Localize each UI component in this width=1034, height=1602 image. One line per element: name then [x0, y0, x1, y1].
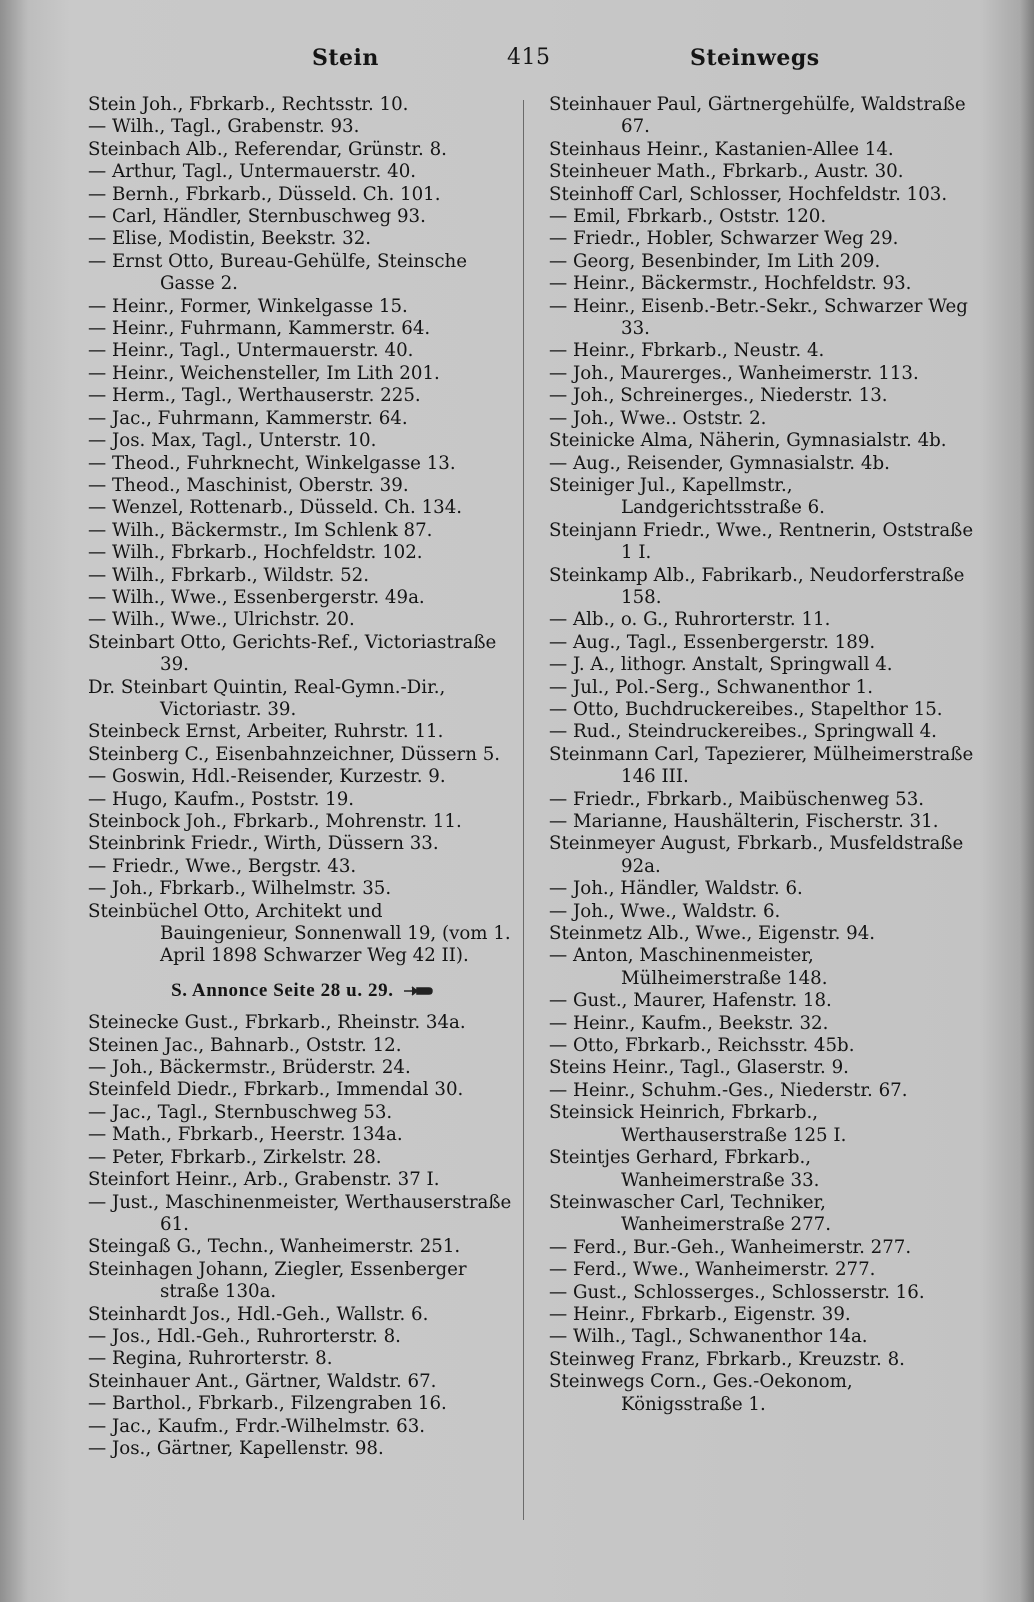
directory-entry: Steingaß G., Techn., Wanheimerstr. 251. — [88, 1236, 461, 1258]
directory-entry: — Alb., o. G., Ruhrorterstr. 11. — [549, 609, 831, 631]
header-left-keyword: Stein — [312, 45, 379, 71]
directory-entry: — Carl, Händler, Sternbuschweg 93. — [88, 206, 426, 228]
directory-entry: Steinbüchel Otto, Architekt und Bauingenieur, Sonnenwall 19, (vom 1. April 1898 Schwarzer Weg 42 II). — [88, 900, 511, 967]
directory-entry: — Joh., Wwe., Waldstr. 6. — [549, 900, 781, 922]
directory-entry: Steinhardt Jos., Hdl.-Geh., Wallstr. 6. — [88, 1303, 429, 1325]
directory-entry: Steinheuer Math., Fbrkarb., Austr. 30. — [549, 161, 904, 183]
right-column — [549, 94, 977, 1416]
directory-entry: Steinfeld Diedr., Fbrkarb., Immendal 30. — [88, 1079, 464, 1101]
directory-entry: — Wilh., Wwe., Essenbergerstr. 49a. — [88, 586, 425, 608]
advertisement-notice — [88, 968, 516, 1012]
directory-entry: — Heinr., Former, Winkelgasse 15. — [88, 295, 408, 317]
directory-entry: — Bernh., Fbrkarb., Düsseld. Ch. 101. — [88, 183, 441, 205]
directory-entry: — Joh., Händler, Waldstr. 6. — [549, 878, 803, 900]
directory-entry: — Hugo, Kaufm., Poststr. 19. — [88, 788, 355, 810]
directory-entry: — Wilh., Bäckermstr., Im Schlenk 87. — [88, 519, 433, 541]
directory-entry: Steinmann Carl, Tapezierer, Mülheimerstraße 146 III. — [549, 743, 974, 788]
directory-entry: Stein Joh., Fbrkarb., Rechtsstr. 10. — [88, 94, 409, 115]
directory-entry: Dr. Steinbart Quintin, Real-Gymn.-Dir., Victoriastr. 39. — [88, 676, 446, 720]
directory-entry: Steinbock Joh., Fbrkarb., Mohrenstr. 11. — [88, 811, 462, 832]
directory-entry: Steinen Jac., Bahnarb., Oststr. 12. — [88, 1034, 402, 1056]
directory-entry: Steinhauer Ant., Gärtner, Waldstr. 67. — [88, 1370, 437, 1392]
page-number: 415 — [507, 45, 551, 70]
directory-entry: — Ferd., Wwe., Wanheimerstr. 277. — [549, 1259, 876, 1281]
directory-entry: — Heinr., Schuhm.-Ges., Niederstr. 67. — [549, 1079, 908, 1101]
directory-entry: — Barthol., Fbrkarb., Filzengraben 16. — [88, 1393, 447, 1415]
directory-entry: — Aug., Reisender, Gymnasialstr. 4b. — [549, 452, 890, 474]
directory-entry: — Joh., Fbrkarb., Wilhelmstr. 35. — [88, 878, 392, 900]
directory-entry: — Goswin, Hdl.-Reisender, Kurzestr. 9. — [88, 766, 446, 788]
directory-entry: — Heinr., Kaufm., Beekstr. 32. — [549, 1012, 829, 1034]
directory-entry: Steinmeyer August, Fbrkarb., Musfeldstraße 92a. — [549, 833, 964, 877]
directory-entry: Steiniger Jul., Kapellmstr., Landgerichtsstraße 6. — [549, 474, 825, 519]
left-entry-list — [88, 94, 516, 968]
column-divider — [523, 100, 524, 1520]
directory-entry: — Jac., Kaufm., Frdr.-Wilhelmstr. 63. — [88, 1415, 426, 1437]
directory-entry: — Rud., Steindruckereibes., Springwall 4. — [549, 721, 937, 743]
directory-entry: Steinicke Alma, Näherin, Gymnasialstr. 4b. — [549, 430, 947, 452]
directory-entry: — Jul., Pol.-Serg., Schwanenthor 1. — [549, 676, 873, 698]
directory-entry: — Peter, Fbrkarb., Zirkelstr. 28. — [88, 1146, 382, 1168]
directory-entry: — Wilh., Tagl., Grabenstr. 93. — [88, 116, 360, 138]
directory-entry: — Wilh., Tagl., Schwanenthor 14a. — [549, 1326, 868, 1348]
directory-entry: Steinhauer Paul, Gärtnergehülfe, Waldstraße 67. — [549, 94, 966, 138]
directory-entry: — Otto, Buchdruckereibes., Stapelthor 15. — [549, 698, 943, 720]
directory-entry: — Gust., Schlosserges., Schlosserstr. 16. — [549, 1281, 925, 1303]
directory-entry: — Joh., Schreinerges., Niederstr. 13. — [549, 385, 888, 407]
left-entry-list-continued — [88, 1012, 516, 1460]
directory-entry: — Ferd., Bur.-Geh., Wanheimerstr. 277. — [549, 1236, 912, 1258]
directory-entry: — Friedr., Hobler, Schwarzer Weg 29. — [549, 228, 899, 250]
directory-entry: — Wenzel, Rottenarb., Düsseld. Ch. 134. — [88, 497, 463, 519]
directory-entry: — Jos., Gärtner, Kapellenstr. 98. — [88, 1437, 384, 1459]
directory-entry: Steintjes Gerhard, Fbrkarb., Wanheimerstraße 33. — [549, 1147, 820, 1191]
directory-entry: — Arthur, Tagl., Untermauerstr. 40. — [88, 161, 417, 183]
directory-entry: Steinweg Franz, Fbrkarb., Kreuzstr. 8. — [549, 1348, 905, 1370]
directory-entry: — Georg, Besenbinder, Im Lith 209. — [549, 250, 881, 272]
directory-entry: Steinhoff Carl, Schlosser, Hochfeldstr. 103. — [549, 183, 948, 205]
directory-entry: — Heinr., Fuhrmann, Kammerstr. 64. — [88, 318, 431, 340]
directory-entry: — Jos., Hdl.-Geh., Ruhrorterstr. 8. — [88, 1325, 401, 1347]
directory-entry: — Emil, Fbrkarb., Oststr. 120. — [549, 206, 827, 228]
directory-entry: — Heinr., Tagl., Untermauerstr. 40. — [88, 340, 414, 362]
directory-entry: Steinwegs Corn., Ges.-Oekonom, Königsstraße 1. — [549, 1371, 853, 1415]
directory-entry: — Wilh., Wwe., Ulrichstr. 20. — [88, 609, 355, 631]
directory-entry: — Jos. Max, Tagl., Unterstr. 10. — [88, 430, 377, 452]
directory-entry: Steinjann Friedr., Wwe., Rentnerin, Oststraße 1 I. — [549, 519, 974, 564]
directory-entry: — Heinr., Fbrkarb., Eigenstr. 39. — [549, 1303, 851, 1325]
directory-entry: — Math., Fbrkarb., Heerstr. 134a. — [88, 1124, 403, 1146]
directory-entry: — Regina, Ruhrorterstr. 8. — [88, 1348, 333, 1370]
directory-entry: Steinfort Heinr., Arb., Grabenstr. 37 I. — [88, 1169, 440, 1191]
header-right-keyword: Steinwegs — [690, 45, 820, 71]
directory-entry: Steinsick Heinrich, Fbrkarb., Werthauserstraße 125 I. — [549, 1102, 847, 1146]
directory-entry: Steinbart Otto, Gerichts-Ref., Victoriastraße 39. — [88, 631, 497, 676]
directory-entry: — Jac., Fuhrmann, Kammerstr. 64. — [88, 407, 408, 429]
directory-entry: — Theod., Maschinist, Oberstr. 39. — [88, 474, 409, 496]
left-column — [88, 94, 516, 1460]
directory-entry: — Heinr., Weichensteller, Im Lith 201. — [88, 362, 440, 384]
directory-entry: — Heinr., Bäckermstr., Hochfeldstr. 93. — [549, 273, 912, 295]
directory-entry: — Aug., Tagl., Essenbergerstr. 189. — [549, 631, 876, 653]
directory-entry: — Just., Maschinenmeister, Werthauserstraße 61. — [88, 1191, 512, 1235]
directory-entry: — Wilh., Fbrkarb., Wildstr. 52. — [88, 564, 370, 586]
directory-entry: Steinbach Alb., Referendar, Grünstr. 8. — [88, 138, 447, 160]
directory-entry: — Gust., Maurer, Hafenstr. 18. — [549, 990, 832, 1012]
directory-entry: — J. A., lithogr. Anstalt, Springwall 4. — [549, 654, 893, 676]
pointing-hand-icon — [403, 985, 433, 997]
directory-entry: Steinhagen Johann, Ziegler, Essenberger straße 130a. — [88, 1258, 467, 1303]
directory-entry: — Joh., Wwe.. Oststr. 2. — [549, 407, 767, 429]
directory-entry: Steinmetz Alb., Wwe., Eigenstr. 94. — [549, 923, 876, 945]
directory-entry: — Ernst Otto, Bureau-Gehülfe, Steinsche Gasse 2. — [88, 250, 468, 295]
directory-entry: — Joh., Maurerges., Wanheimerstr. 113. — [549, 362, 919, 384]
page-header — [0, 45, 1034, 75]
directory-entry: — Herm., Tagl., Werthauserstr. 225. — [88, 385, 421, 407]
directory-entry: Steinberg C., Eisenbahnzeichner, Düssern 5. — [88, 743, 501, 765]
directory-entry: — Wilh., Fbrkarb., Hochfeldstr. 102. — [88, 542, 423, 564]
directory-entry: — Anton, Maschinenmeister, Mülheimerstraße 148. — [549, 945, 828, 989]
directory-entry: — Friedr., Fbrkarb., Maibüschenweg 53. — [549, 788, 925, 810]
directory-entry: Steinbrink Friedr., Wirth, Düssern 33. — [88, 833, 439, 855]
directory-entry: — Jac., Tagl., Sternbuschweg 53. — [88, 1101, 393, 1123]
directory-entry: Steinkamp Alb., Fabrikarb., Neudorferstraße 158. — [549, 564, 965, 608]
directory-entry: Steinwascher Carl, Techniker, Wanheimerstraße 277. — [549, 1191, 832, 1236]
right-entry-list — [549, 94, 977, 1416]
directory-entry: — Otto, Fbrkarb., Reichsstr. 45b. — [549, 1035, 855, 1057]
directory-entry: Steins Heinr., Tagl., Glaserstr. 9. — [549, 1057, 849, 1079]
directory-entry: Steinbeck Ernst, Arbeiter, Ruhrstr. 11. — [88, 721, 444, 743]
advertisement-notice-text: S. Annonce Seite 28 u. 29. — [171, 979, 394, 1001]
directory-entry: — Heinr., Eisenb.-Betr.-Sekr., Schwarzer Weg 33. — [549, 295, 968, 340]
directory-entry: — Joh., Bäckermstr., Brüderstr. 24. — [88, 1057, 411, 1079]
directory-entry: — Marianne, Haushälterin, Fischerstr. 31. — [549, 811, 939, 832]
directory-entry: Steinhaus Heinr., Kastanien-Allee 14. — [549, 138, 894, 160]
directory-entry: Steinecke Gust., Fbrkarb., Rheinstr. 34a. — [88, 1012, 466, 1034]
directory-entry: — Heinr., Fbrkarb., Neustr. 4. — [549, 340, 825, 362]
directory-entry: — Elise, Modistin, Beekstr. 32. — [88, 228, 372, 250]
directory-entry: — Friedr., Wwe., Bergstr. 43. — [88, 855, 357, 877]
directory-entry: — Theod., Fuhrknecht, Winkelgasse 13. — [88, 452, 456, 474]
